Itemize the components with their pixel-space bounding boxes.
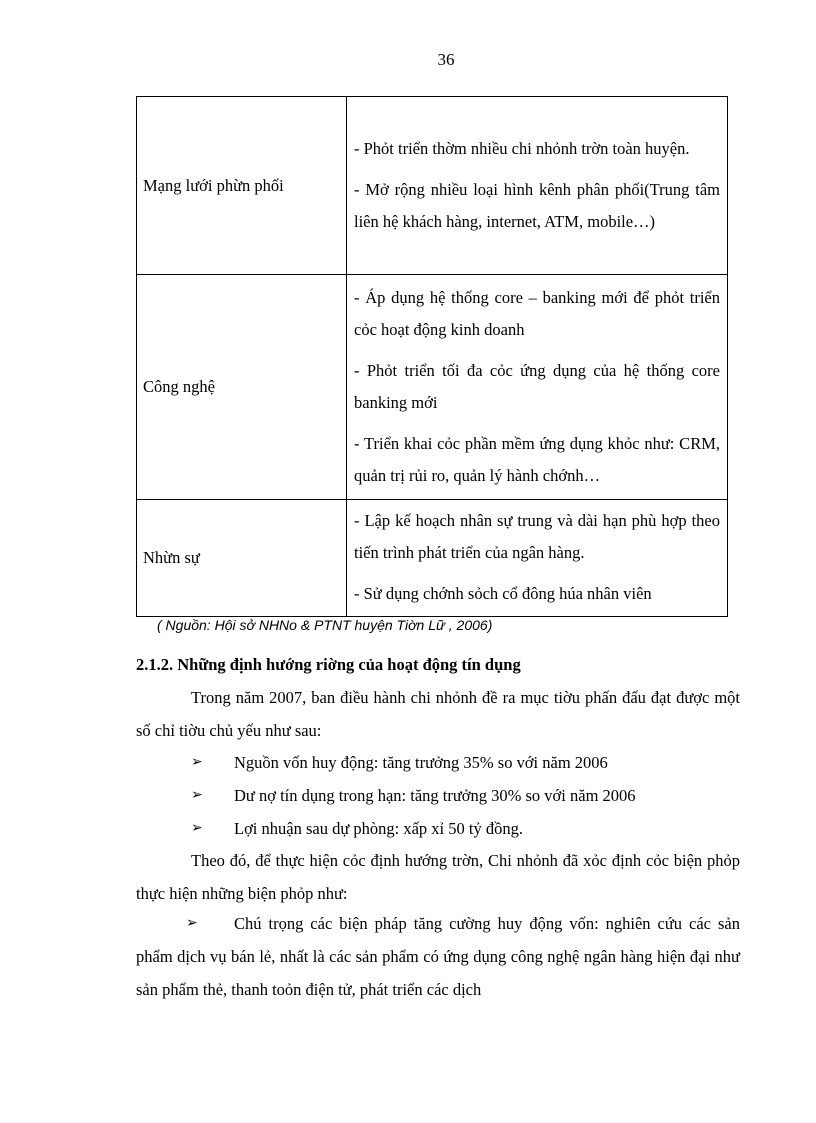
targets-list [136,746,740,845]
arrow-bullet-icon: ➢ [186,915,198,931]
target-text: Lợi nhuận sau dự phòng: xấp xỉ 50 tỷ đồng. [234,819,523,838]
source-note: ( Nguồn: Hội sở NHNo & PTNT huyện Tiờn Lữ , 2006) [157,617,493,633]
measure-bullet-text: Chú trọng các biện pháp tăng cường huy động vốn: nghiên cứu các sản phẩm dịch vụ bán lẻ, nhất là các sản phẩm có ứng dụng công nghệ ngân hàng hiện đại như sản phẩm thẻ, thanh toỏn điện tử, phát triển các dịch [136,914,740,999]
list-item: - Lập kế hoạch nhân sự trung và dài hạn phù hợp theo tiến trình phát triển của ngân hàng. [354,511,720,562]
page-number: 36 [437,50,455,69]
section-heading: 2.1.2. Những định hướng riờng của hoạt động tín dụng [136,655,521,674]
list-item: - Triển khai cỏc phần mềm ứng dụng khỏc như: CRM, quản trị rủi ro, quản lý hành chớnh… [354,433,720,485]
list-item: - Mở rộng nhiều loại hình kênh phân phối(Trung tâm liên hệ khách hàng, internet, ATM, mobile…) [354,179,720,231]
list-item [136,746,740,779]
intro-paragraph: Trong năm 2007, ban điều hành chi nhỏnh đề ra mục tiờu phấn đấu đạt được một số chỉ tiờu chủ yếu như sau: [136,688,740,740]
arrow-bullet-icon: ➢ [191,820,203,836]
table-row-content [347,500,728,617]
table-row-content [347,275,728,500]
list-item [136,812,740,845]
table-row [137,275,728,500]
target-text: Nguồn vốn huy động: tăng trưởng 35% so với năm 2006 [234,753,608,772]
table-row-label: Mạng lưới phừn phối [137,97,347,275]
measure-bullet-block [136,907,740,1006]
target-text: Dư nợ tín dụng trong hạn: tăng trưởng 30% so với năm 2006 [234,786,636,805]
list-item: - Sử dụng chớnh sỏch cổ đông húa nhân viên [354,584,652,603]
intro-paragraph-block [136,681,740,747]
list-item: - Phỏt triển tối đa cỏc ứng dụng của hệ thống core banking mới [354,360,720,412]
arrow-bullet-icon: ➢ [191,787,203,803]
table-row-label: Nhừn sự [137,500,347,617]
list-item: - Áp dụng hệ thống core – banking mới để phỏt triển cỏc hoạt động kinh doanh [354,287,720,339]
strategy-table [136,96,728,617]
table-row [137,97,728,275]
list-item [136,779,740,812]
table-row [137,500,728,617]
table-row-content [347,97,728,275]
list-item: - Phỏt triển thờm nhiều chi nhỏnh trờn toàn huyện. [354,138,690,158]
measures-paragraph-block [136,844,740,910]
measures-paragraph: Theo đó, để thực hiện cỏc định hướng trờn, Chi nhỏnh đã xỏc định cỏc biện phỏp thực hiện những biện phỏp như: [136,851,740,903]
table-row-label: Công nghệ [137,275,347,500]
arrow-bullet-icon: ➢ [191,754,203,770]
